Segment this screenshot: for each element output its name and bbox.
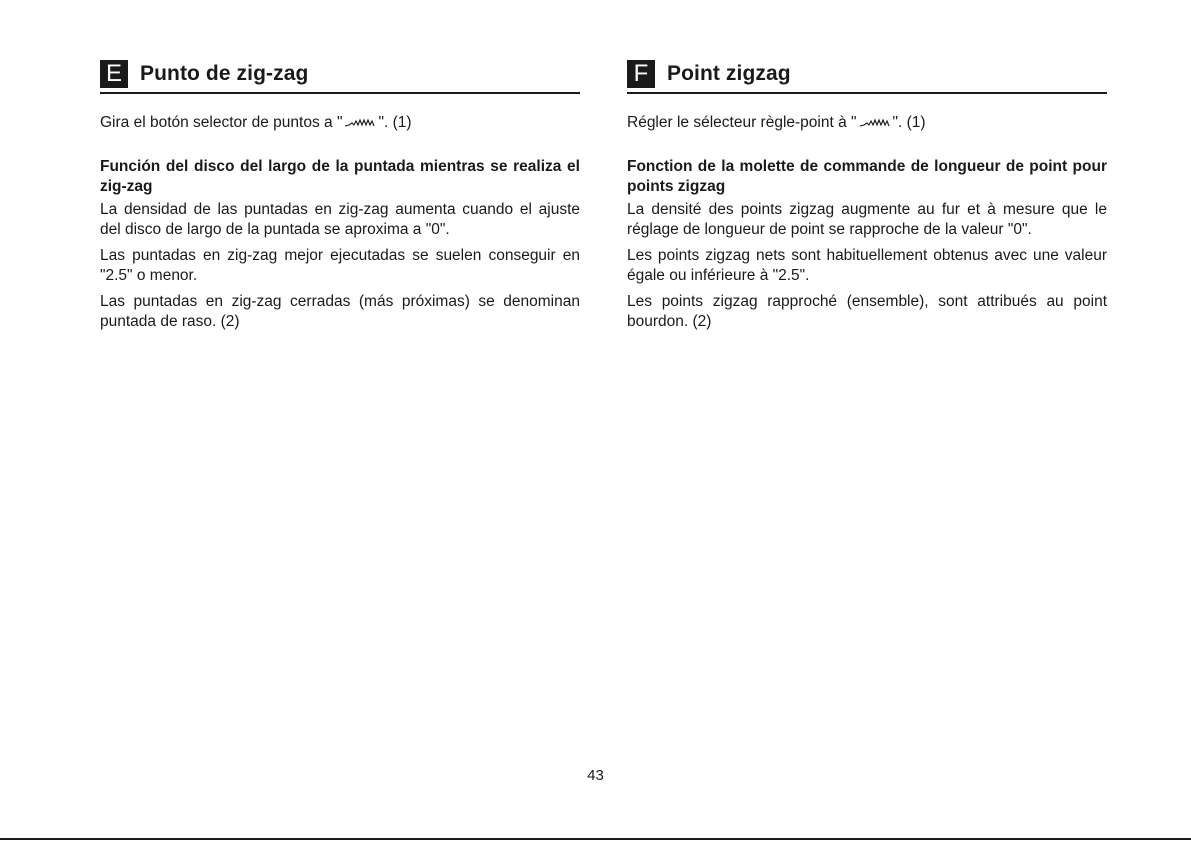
intro-line <box>627 113 1107 132</box>
section-e <box>100 60 580 332</box>
section-f <box>627 60 1107 332</box>
section-heading <box>627 60 1107 94</box>
section-title: Punto de zig-zag <box>140 62 309 85</box>
intro-text-before: Gira el botón selector de puntos a " <box>100 114 343 131</box>
intro-text-before: Régler le sélecteur règle-point à " <box>627 114 857 131</box>
intro-line <box>100 113 580 132</box>
paragraph: Las puntadas en zig-zag cerradas (más próximas) se denominan puntada de raso. (2) <box>100 293 580 330</box>
subheading: Fonction de la molette de commande de longueur de point pour points zigzag <box>627 158 1107 195</box>
zigzag-stitch-icon <box>860 118 890 128</box>
paragraph: Les points zigzag nets sont habituellement obtenus avec une valeur égale ou inférieure à "2.5". <box>627 247 1107 284</box>
section-heading <box>100 60 580 94</box>
page-number: 43 <box>587 767 604 784</box>
paragraph: La densité des points zigzag augmente au fur et à mesure que le réglage de longueur de point se rapproche de la valeur "0". <box>627 201 1107 238</box>
section-letter-badge: E <box>100 60 128 88</box>
paragraph: La densidad de las puntadas en zig-zag aumenta cuando el ajuste del disco de largo de la puntada se aproxima a "0". <box>100 201 580 238</box>
section-letter-badge: F <box>627 60 655 88</box>
zigzag-stitch-icon <box>345 118 375 128</box>
paragraph: Les points zigzag rapproché (ensemble), sont attribués au point bourdon. (2) <box>627 293 1107 330</box>
subheading: Función del disco del largo de la puntada mientras se realiza el zig-zag <box>100 158 580 195</box>
intro-text-after: ". (1) <box>378 114 412 131</box>
intro-text-after: ". (1) <box>892 114 926 131</box>
section-title: Point zigzag <box>667 62 791 85</box>
paragraph: Las puntadas en zig-zag mejor ejecutadas se suelen conseguir en "2.5" o menor. <box>100 247 580 284</box>
bottom-rule <box>0 838 1191 840</box>
